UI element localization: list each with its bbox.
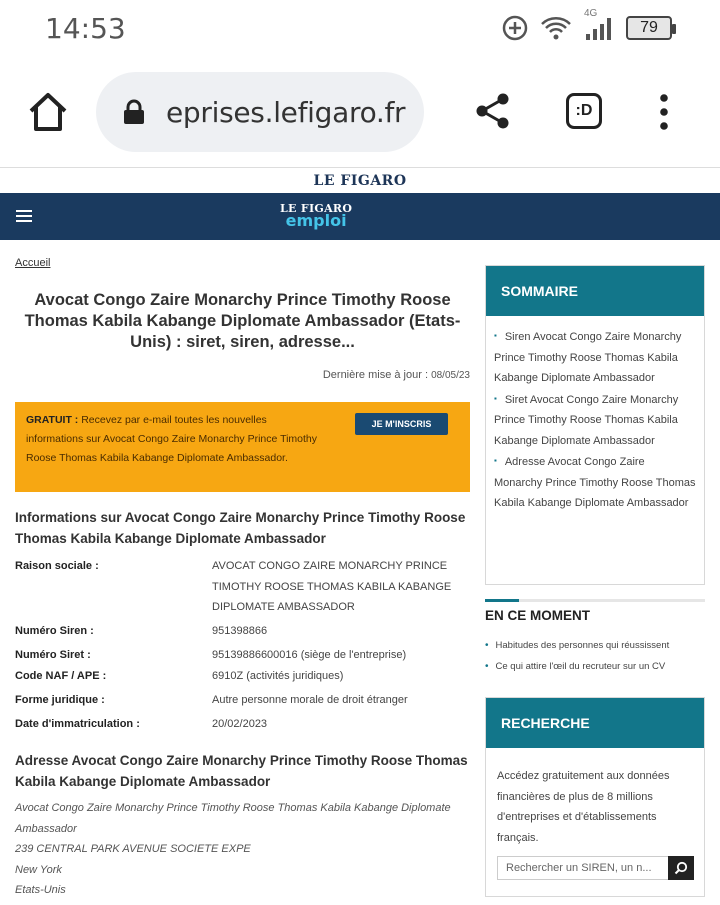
info-value: 6910Z (activités juridiques) — [212, 670, 344, 682]
promo-message: Recevez par e-mail toutes les nouvelles informations sur Avocat Congo Zaire Monarchy Prince Timothy Roose Thomas Kabila Kabange Diplomate Ambassador. — [26, 414, 318, 464]
info-value: 95139886600016 (siège de l'entreprise) — [212, 649, 407, 661]
figaro-logo[interactable]: LE FIGARO — [313, 173, 407, 189]
last-updated-date: 08/05/23 — [431, 370, 470, 381]
recherche-title: RECHERCHE — [486, 698, 704, 748]
info-value: Autre personne morale de droit étranger — [212, 694, 408, 706]
info-value: 20/02/2023 — [212, 718, 268, 730]
more-vert-icon[interactable] — [654, 94, 674, 130]
battery-level: 79 — [640, 19, 658, 36]
search-icon — [674, 861, 688, 875]
address-line: Avocat Congo Zaire Monarchy Prince Timothy Roose Thomas Kabila Kabange Diplomate Ambassador — [15, 802, 451, 835]
recherche-text: Accédez gratuitement aux données financières de plus de 8 millions d'entreprises et d'établissements français. — [497, 770, 670, 844]
sommaire-list — [486, 316, 704, 522]
status-icons — [502, 8, 672, 42]
info-value: AVOCAT CONGO ZAIRE MONARCHY PRINCE TIMOTHY ROOSE THOMAS KABILA KABANGE DIPLOMATE AMBASSADOR — [212, 560, 452, 613]
breadcrumb-home-link[interactable]: Accueil — [15, 257, 51, 269]
wifi-icon — [540, 15, 572, 41]
battery-icon — [626, 16, 672, 40]
extension-icon[interactable]: :D — [566, 93, 602, 129]
recherche-box — [485, 697, 705, 897]
sommaire-item[interactable]: ▪ Siren Avocat Congo Zaire Monarchy Prince Timothy Roose Thomas Kabila Kabange Diplomate Ambassador — [494, 326, 696, 389]
clock: 14:53 — [45, 12, 126, 45]
sommaire-item[interactable]: ▪ Adresse Avocat Congo Zaire Monarchy Prince Timothy Roose Thomas Kabila Kabange Diplomate Ambassador — [494, 451, 696, 514]
lock-icon — [122, 99, 146, 125]
browser-toolbar — [0, 58, 720, 168]
last-updated-label: Dernière mise à jour : — [322, 369, 428, 381]
address-block — [15, 798, 470, 901]
search-button[interactable] — [668, 856, 694, 880]
section-divider — [485, 599, 705, 602]
url-text[interactable]: eprises.lefigaro.fr — [166, 95, 406, 129]
share-icon[interactable] — [474, 92, 512, 130]
network-type: 4G — [584, 8, 598, 19]
address-line: 239 CENTRAL PARK AVENUE SOCIETE EXPE — [15, 843, 251, 855]
info-value: 951398866 — [212, 625, 268, 637]
info-label: Numéro Siret : — [15, 649, 91, 661]
moment-item[interactable]: • Habitudes des personnes qui réussissent — [485, 635, 705, 656]
promo-bold: GRATUIT : — [26, 414, 79, 426]
address-line: Etats-Unis — [15, 884, 66, 896]
hamburger-menu-icon[interactable] — [16, 209, 32, 223]
emploi-header — [0, 193, 720, 240]
home-icon[interactable] — [26, 90, 70, 134]
info-label: Numéro Siren : — [15, 625, 94, 637]
info-label: Code NAF / APE : — [15, 670, 107, 682]
info-label: Forme juridique : — [15, 694, 105, 706]
sommaire-box — [485, 265, 705, 585]
promo-text — [26, 411, 326, 468]
moment-list — [485, 635, 705, 677]
siren-search-input[interactable] — [498, 857, 668, 879]
subscribe-button[interactable]: JE M'INSCRIS — [355, 413, 448, 435]
page-title: Avocat Congo Zaire Monarchy Prince Timothy Roose Thomas Kabila Kabange Diplomate Ambassador (Etats-Unis) : siret, siren, adresse... — [24, 291, 461, 351]
emploi-logo[interactable] — [280, 203, 352, 229]
siren-search — [497, 856, 694, 880]
figaro-top-logo-bar — [0, 169, 720, 193]
info-row — [15, 560, 470, 622]
address-line: New York — [15, 863, 62, 876]
emploi-logo-line2: emploi — [285, 211, 347, 230]
moment-title: EN CE MOMENT — [485, 608, 591, 623]
sommaire-title: SOMMAIRE — [486, 266, 704, 316]
sommaire-item[interactable]: ▪ Siret Avocat Congo Zaire Monarchy Prince Timothy Roose Thomas Kabila Kabange Diplomate Ambassador — [494, 389, 696, 452]
data-saver-icon — [502, 15, 528, 41]
cell-signal-icon — [584, 8, 614, 42]
address-bar[interactable] — [96, 72, 424, 152]
newsletter-promo — [15, 402, 470, 492]
last-updated — [323, 369, 470, 381]
moment-item[interactable]: • Ce qui attire l'œil du recruteur sur un CV — [485, 656, 705, 677]
info-label: Date d'immatriculation : — [15, 718, 140, 730]
emploi-logo-line1: LE FIGARO — [280, 202, 353, 215]
info-heading: Informations sur Avocat Congo Zaire Monarchy Prince Timothy Roose Thomas Kabila Kabange Diplomate Ambassador — [15, 510, 466, 546]
status-bar — [0, 0, 720, 58]
info-label: Raison sociale : — [15, 560, 99, 572]
address-heading: Adresse Avocat Congo Zaire Monarchy Prince Timothy Roose Thomas Kabila Kabange Diplomate Ambassador — [15, 753, 468, 789]
